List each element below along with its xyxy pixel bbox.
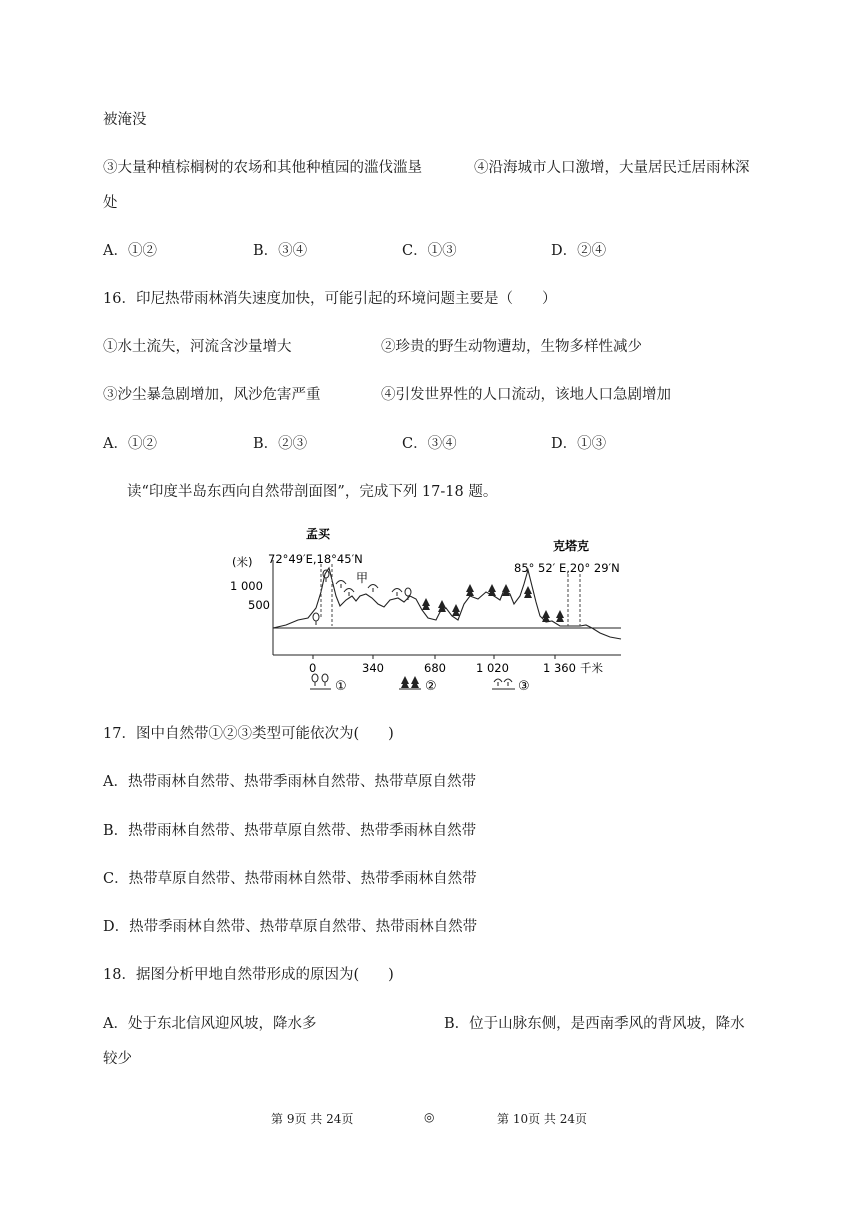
q17-option-a: A．热带雨林自然带、热带季雨林自然带、热带草原自然带 [103, 774, 476, 790]
legend-label-1: ① [335, 679, 347, 694]
legend-label-3: ③ [518, 679, 530, 694]
q16-option-d: D．①③ [551, 436, 607, 452]
continued-text: 被淹没 [103, 112, 147, 128]
x-tick-680: 680 [424, 661, 446, 675]
legend-savanna-icon [310, 674, 331, 689]
q16-stem: 16．印尼热带雨林消失速度加快，可能引起的环境问题主要是（ ） [103, 291, 557, 307]
legend-rainforest-icon [399, 676, 421, 689]
q16-item-4: ④引发世界性的人口流动，该地人口急剧增加 [381, 387, 671, 403]
label-jia: 甲 [356, 571, 369, 585]
q16-option-b: B．②③ [253, 436, 308, 452]
q15-option-b: B．③④ [253, 243, 308, 259]
x-tick-0: 0 [309, 661, 317, 675]
q16-option-a: A．①② [103, 436, 157, 452]
footer-page-right: 第 10页 共 24页 [497, 1112, 587, 1126]
coord-label-right: 85° 52′ E,20° 29′N [514, 561, 620, 575]
x-axis-unit: 千米 [580, 661, 603, 675]
q15-option-c: C．①③ [402, 243, 457, 259]
y-axis-unit: (米) [232, 555, 253, 569]
x-tick-1360: 1 360 [543, 661, 576, 675]
q18-stem: 18．据图分析甲地自然带形成的原因为( ) [103, 967, 394, 983]
coord-label-left: 72°49′E,18°45′N [268, 552, 363, 566]
monsoon-forest-icons [336, 581, 402, 597]
q16-option-c: C．③④ [402, 436, 457, 452]
q17-stem: 17．图中自然带①②③类型可能依次为( ) [103, 726, 394, 742]
q18-option-b: B．位于山脉东侧，是西南季风的背风坡，降水 [444, 1016, 745, 1032]
q16-item-2: ②珍贵的野生动物遭劫，生物多样性减少 [381, 339, 642, 355]
legend-monsoon-icon [492, 679, 515, 689]
q15-option-d: D．②④ [551, 243, 607, 259]
x-tick-1020: 1 020 [476, 661, 509, 675]
q17-option-c: C．热带草原自然带、热带雨林自然带、热带季雨林自然带 [103, 871, 477, 887]
q15-option-a: A．①② [103, 243, 157, 259]
footer-separator: ◎ [424, 1110, 435, 1124]
q17-option-b: B．热带雨林自然带、热带草原自然带、热带季雨林自然带 [103, 823, 477, 839]
q16-item-3: ③沙尘暴急剧增加，风沙危害严重 [103, 387, 321, 403]
q15-item-4: ④沿海城市人口激增，大量居民迁居雨林深 [474, 160, 750, 176]
x-tick-340: 340 [362, 661, 384, 675]
rainforest-icons [422, 584, 564, 622]
q15-item-3: ③大量种植棕榈树的农场和其他种植园的滥伐滥垦 [103, 160, 422, 176]
q16-item-1: ①水土流失，河流含沙量增大 [103, 339, 292, 355]
legend-label-2: ② [425, 679, 437, 694]
y-tick-500: 500 [248, 598, 270, 612]
q18-option-b-continued: 较少 [103, 1051, 132, 1067]
india-profile-figure [228, 522, 638, 698]
city-label-right: 克塔克 [553, 539, 590, 553]
q18-option-a: A．处于东北信风迎风坡，降水多 [103, 1016, 317, 1032]
x-ticks [313, 655, 555, 659]
footer-page-left: 第 9页 共 24页 [271, 1112, 354, 1126]
q15-item-4-continued: 处 [103, 195, 118, 211]
city-label-left: 孟买 [306, 527, 331, 541]
intro-17-18: 读“印度半岛东西向自然带剖面图”，完成下列 17-18 题。 [127, 484, 498, 500]
q17-option-d: D．热带季雨林自然带、热带草原自然带、热带雨林自然带 [103, 919, 478, 935]
y-tick-1000: 1 000 [230, 579, 263, 593]
